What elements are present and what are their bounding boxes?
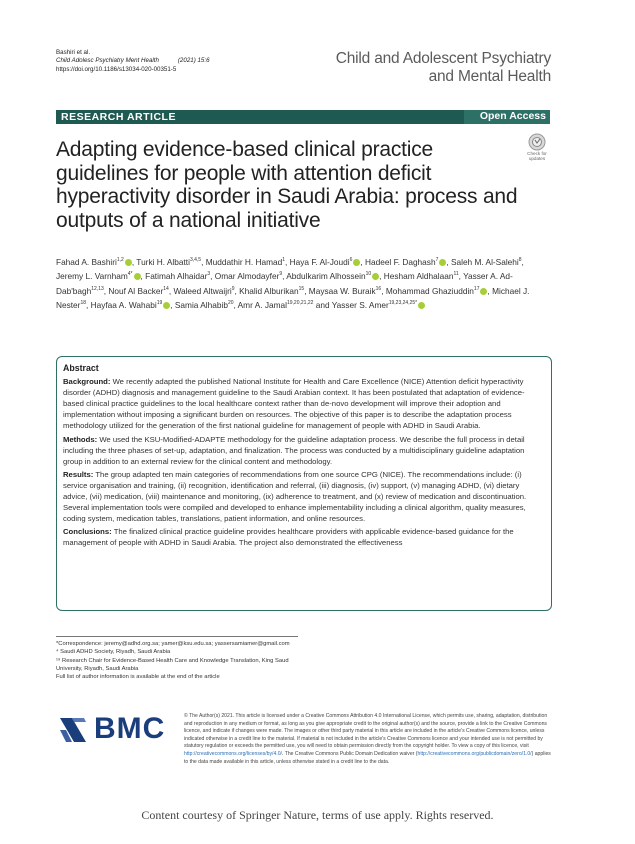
abstract-background: Background: We recently adapted the published National Institute for Health and Care Excellence (NICE) Attention deficit hyperactivity disorder (ADHD) diagnosis and management guideline to the Saudi Arabian context. It has been postulated that adaptation of evidence-based clinical practice guidelines to the local healthcare context rather than de-novo development will improve their adoption and implementation without imposing a significant burden on resources. The objective of this paper is to describe the adaptation process methodology utilized for the generation of the first national guideline for management of people with ADHD in Saudi Arabia. <box>63 377 525 431</box>
open-access-label: Open Access <box>479 110 546 122</box>
cc-zero-link[interactable]: http://creativecommons.org/publicdomain/zero/1.0/ <box>417 750 532 757</box>
orcid-icon[interactable] <box>353 259 360 266</box>
article-title: Adapting evidence-based clinical practice guidelines for people with attention deficit hyperactivity disorder in Saudi Arabia: process and outputs of a national initiative <box>56 138 518 232</box>
bmc-logo <box>58 712 170 746</box>
badge-label: Check for updates <box>527 151 547 161</box>
full-author-info-note: Full list of author information is available at the end of the article <box>56 674 220 681</box>
orcid-icon[interactable] <box>480 288 487 295</box>
abstract-methods: Methods: We used the KSU-Modified-ADAPTE methodology for the guideline adaptation process. We describe the full process in detail including the three phases of set-up, adaptation, and finalization. The process was conducted by a multidisciplinary guideline adaptation group in addition to an external review for the clinical content and methodology. <box>63 434 525 466</box>
citation-meta <box>56 49 210 74</box>
article-header-bar <box>56 110 550 124</box>
journal-name-line2: and Mental Health <box>428 68 551 85</box>
license-text: © The Author(s) 2021. This article is licensed under a Creative Commons Attribution 4.0 International License, which permits use, sharing, adaptation, distribution and reproduction in any medium or format, as long as you give appropriate credit to the original author(s) and the source, provide a link to the Creative Commons licence, and indicate if changes were made. The images or other third party material in this article are included in the article's Creative Commons licence, unless indicated otherwise in a credit line to the material. If material is not included in the article's Creative Commons licence and your intended use is not permitted by statutory regulation or exceeds the permitted use, you will need to obtain permission directly from the copyright holder. To view a copy of this licence, visit http://creativecommons.org/licenses/by/4.0/. The Creative Commons Public Domain Dedication waiver (http://creativecommons.org/publicdomain/zero/1.0/) applies to the data made available in this article, unless otherwise stated in a credit line to the data. <box>184 713 551 765</box>
footnote-divider <box>56 636 298 637</box>
orcid-icon[interactable] <box>125 259 132 266</box>
orcid-icon[interactable] <box>163 302 170 309</box>
author-list: Fahad A. Bashiri$^{1,2}$ , Turki H. Albatti$^{3,4,5}$, Muddathir H. Hamad$^1$, Haya F. Al-Joudi$^6$ , Hadeel F. Daghash$^7$ , Saleh M. Al-Salehi$^8$, Jeremy L. Varnham$^{4*}$ , Fatimah Alhaidar$^3$, Omar Almodayfer$^9$, Abdulkarim Alhossein$^{10}$ , Hesham Aldhalaan$^{11}$, Yasser A. Ad-Dab'bagh$^{12,13}$, Nouf Al Backer$^{14}$, Waleed Altwaijri$^9$, Khalid Alburikan$^{15}$, Maysaa W. Buraik$^{16}$, Mohammad Ghaziuddin$^{17}$ , Michael J. Nester$^{18}$, Hayfaa A. Wahabi$^{19}$ , Samia Alhabib$^{20}$, Amr A. Jamal$^{19,20,21,22}$ and Yasser S. Amer$^{19,23,24,25*}$ <box>56 256 530 310</box>
springer-courtesy-note: Content courtesy of Springer Nature, terms of use apply. Rights reserved. <box>141 808 494 822</box>
journal-name-line1: Child and Adolescent Psychiatry <box>335 50 551 67</box>
orcid-icon[interactable] <box>439 259 446 266</box>
abstract-results: Results: The group adapted ten main categories of recommendations from one source CPG (NICE). The recommendations include: (i) service organisation and training, (ii) recognition, identification and referral, (iii) diagnosis, (iv) support, (v) managing ADHD, (vi) dietary advice, (vii) medication, (viii) maintenance and monitoring, (ix) adherence to treatment, and (x) review of medication and discontinuation. Several implementation tools were compiled and developed to enhance implementability including a clinical algorithm, quality measures, coding system, medication tables, translations, patient information, and online resources. <box>63 469 527 524</box>
abstract-heading: Abstract <box>63 363 99 373</box>
affiliation-4: ⁴ Saudi ADHD Society, Riyadh, Saudi Arabia <box>56 649 171 656</box>
affiliation-19: ¹⁹ Research Chair for Evidence-Based Health Care and Knowledge Translation, King Saud University, Riyadh, Saudi Arabia <box>56 657 289 672</box>
orcid-icon[interactable] <box>418 302 425 309</box>
abstract-box <box>56 356 552 611</box>
correspondence: *Correspondence: jeremy@adhd.org.sa; yamer@ksu.edu.sa; yassersamiamer@gmail.com <box>56 641 290 647</box>
journal-short: Child Adolesc Psychiatry Ment Health <box>56 57 159 65</box>
footnotes <box>56 640 316 681</box>
check-for-updates-badge[interactable] <box>522 132 552 162</box>
article-type: RESEARCH ARTICLE <box>61 111 176 123</box>
cc-by-link[interactable]: http://creativecommons.org/licenses/by/4.0/ <box>184 750 282 757</box>
year-volume: (2021) 15:6 <box>177 57 210 65</box>
doi-link[interactable]: https://doi.org/10.1186/s13034-020-00351-5 <box>56 65 177 73</box>
abstract-conclusions: Conclusions: The finalized clinical practice guideline provides healthcare providers with applicable evidence-based guidance for the management of people with ADHD in Saudi Arabia. The project also demonstrated the effectiveness <box>63 527 514 548</box>
bmc-logo-text: BMC <box>94 712 166 745</box>
orcid-icon[interactable] <box>134 273 141 280</box>
orcid-icon[interactable] <box>372 273 379 280</box>
author-line: Bashiri et al. <box>56 49 91 56</box>
